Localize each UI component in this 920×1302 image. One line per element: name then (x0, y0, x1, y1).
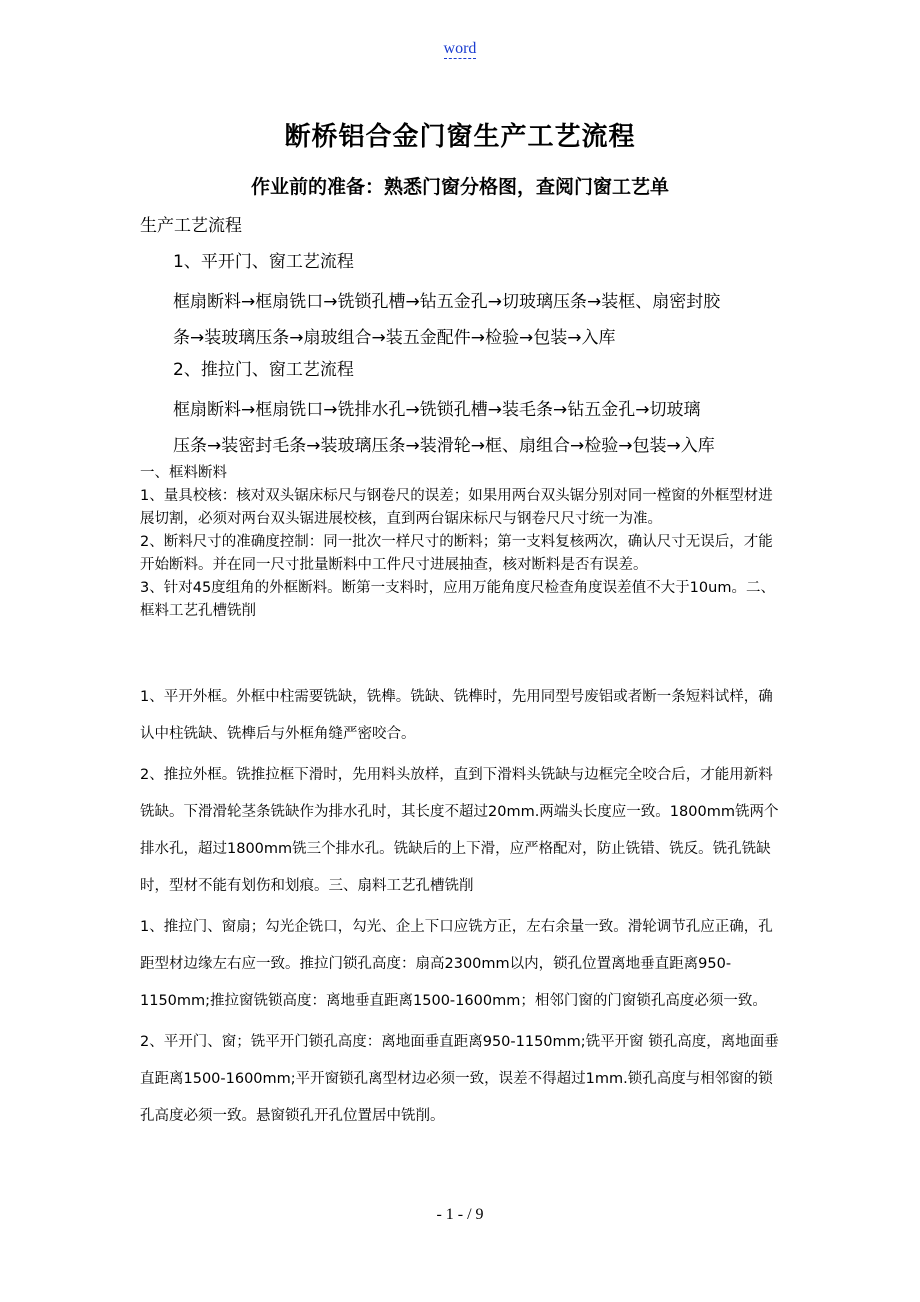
s2-paragraph-1: 1、平开外框。外框中柱需要铣缺，铣榫。铣缺、铣榫时，先用同型号废铝或者断一条短料试样，确认中柱铣缺、铣榫后与外框角缝严密咬合。 (140, 689, 773, 742)
s3-paragraph-2: 2、平开门、窗；铣平开门锁孔高度：离地面垂直距离950-1150mm;铣平开窗 锁孔高度，离地面垂直距离1500-1600mm;平开窗锁孔离型材边必须一致，误差不得超过1mm.锁孔高度与相邻窗的锁孔高度必须一致。悬窗锁孔开孔位置居中铣削。 (140, 1034, 779, 1124)
flow1-steps (140, 284, 785, 356)
flow1-line2: 条→装玻璃压条→扇玻组合→装五金配件→检验→包装→入库 (173, 328, 616, 348)
flow1-title: 1、平开门、窗工艺流程 (173, 252, 354, 272)
document-subtitle: 作业前的准备：熟悉门窗分格图，查阅门窗工艺单 (250, 176, 669, 198)
flow2-line2: 压条→装密封毛条→装玻璃压条→装滑轮→框、扇组合→检验→包装→入库 (173, 436, 715, 456)
document-title: 断桥铝合金门窗生产工艺流程 (284, 122, 636, 152)
section-heading: 生产工艺流程 (140, 216, 242, 236)
page-number: - 1 - / 9 (436, 1206, 484, 1223)
s1-paragraph-2: 2、断料尺寸的准确度控制：同一批次一样尺寸的断料；第一支料复核两次，确认尺寸无误后，才能开始断料。并在同一尺寸批量断料中工件尺寸进展抽查，核对断料是否有误差。 (140, 534, 773, 573)
section-one (140, 462, 785, 623)
flow2-steps (140, 392, 785, 464)
s1-paragraph-3: 3、针对45度组角的外框断料。断第一支料时，应用万能角度尺检查角度误差值不大于10um。二、框料工艺孔槽铣削 (140, 580, 775, 619)
flow1-line1: 框扇断料→框扇铣口→铣锁孔槽→钻五金孔→切玻璃压条→装框、扇密封胶 (173, 292, 721, 312)
flow2-title: 2、推拉门、窗工艺流程 (173, 360, 354, 380)
s1-paragraph-1: 1、量具校核：核对双头锯床标尺与钢卷尺的误差；如果用两台双头锯分别对同一樘窗的外框型材进展切割，必须对两台双头锯进展校核，直到两台锯床标尺与钢卷尺尺寸统一为准。 (140, 488, 773, 527)
header-word-link[interactable] (0, 40, 920, 58)
flow2-line1: 框扇断料→框扇铣口→铣排水孔→铣锁孔槽→装毛条→钻五金孔→切玻璃 (173, 400, 701, 420)
header-link-text[interactable]: word (443, 40, 477, 57)
section-two (140, 679, 785, 1135)
s1-heading: 一、框料断料 (140, 465, 227, 481)
s2-paragraph-2: 2、推拉外框。铣推拉框下滑时，先用料头放样，直到下滑料头铣缺与边框完全咬合后，才能用新料铣缺。下滑滑轮茎条铣缺作为排水孔时，其长度不超过20mm.两端头长度应一致。1800mm铣两个排水孔，超过1800mm铣三个排水孔。铣缺后的上下滑，应严格配对，防止铣错、铣反。铣孔铣缺时，型材不能有划伤和划痕。三、扇料工艺孔槽铣削 (140, 767, 779, 894)
s3-paragraph-1: 1、推拉门、窗扇；勾光企铣口，勾光、企上下口应铣方正，左右余量一致。滑轮调节孔应正确，孔距型材边缘左右应一致。推拉门锁孔高度：扇高2300mm以内，锁孔位置离地垂直距离950-1150mm;推拉窗铣锁高度：离地垂直距离1500-1600mm；相邻门窗的门窗锁孔高度必须一致。 (140, 919, 773, 1009)
